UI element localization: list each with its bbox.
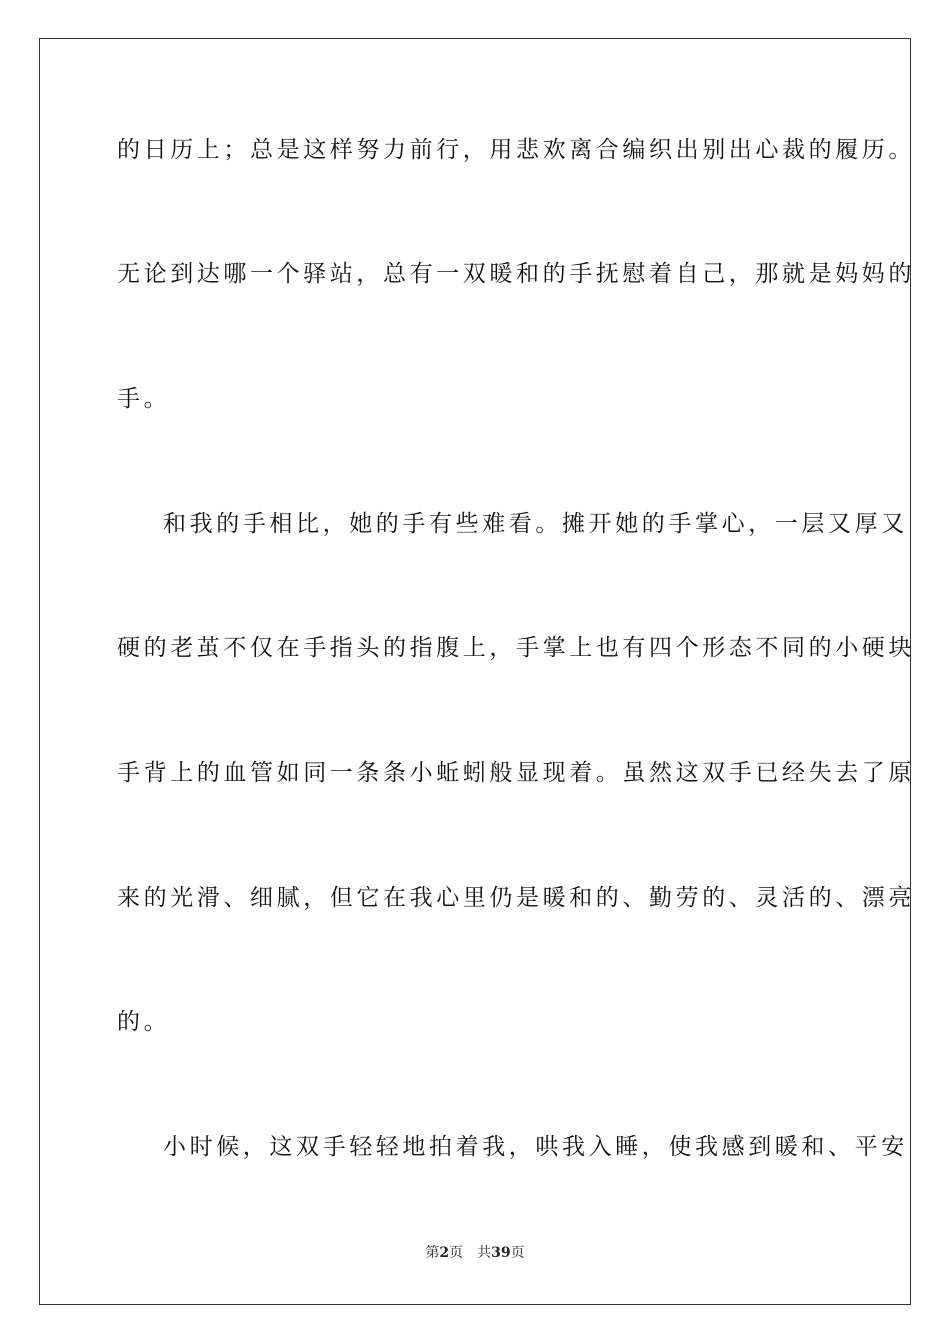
text-line: 硬的老茧不仅在手指头的指腹上，手掌上也有四个形态不同的小硬块 xyxy=(117,635,915,661)
total-pages-number: 39 xyxy=(491,1245,511,1261)
text-line: 无论到达哪一个驿站，总有一双暖和的手抚慰着自己，那就是妈妈的 xyxy=(117,261,915,287)
current-page-number: 2 xyxy=(439,1245,450,1261)
page-footer xyxy=(0,1244,950,1262)
text-line: 的。 xyxy=(117,1009,171,1035)
text-line: 的日历上；总是这样努力前行，用悲欢离合编织出别出心裁的履历。 xyxy=(117,137,915,163)
text-line: 手背上的血管如同一条条小蚯蚓般显现着。虽然这双手已经失去了原 xyxy=(117,760,915,786)
page-suffix: 页 xyxy=(449,1245,464,1261)
paragraph-first-line: 小时候，这双手轻轻地拍着我，哄我入睡，使我感到暖和、平安 xyxy=(163,1134,908,1160)
paragraph-first-line: 和我的手相比，她的手有些难看。摊开她的手掌心，一层又厚又 xyxy=(163,511,908,537)
page-border xyxy=(39,38,915,1305)
text-line: 手。 xyxy=(117,386,171,412)
total-suffix: 页 xyxy=(510,1245,525,1261)
total-prefix: 共 xyxy=(477,1245,492,1261)
text-line: 来的光滑、细腻，但它在我心里仍是暖和的、勤劳的、灵活的、漂亮 xyxy=(117,885,915,911)
page-prefix: 第 xyxy=(425,1245,440,1261)
